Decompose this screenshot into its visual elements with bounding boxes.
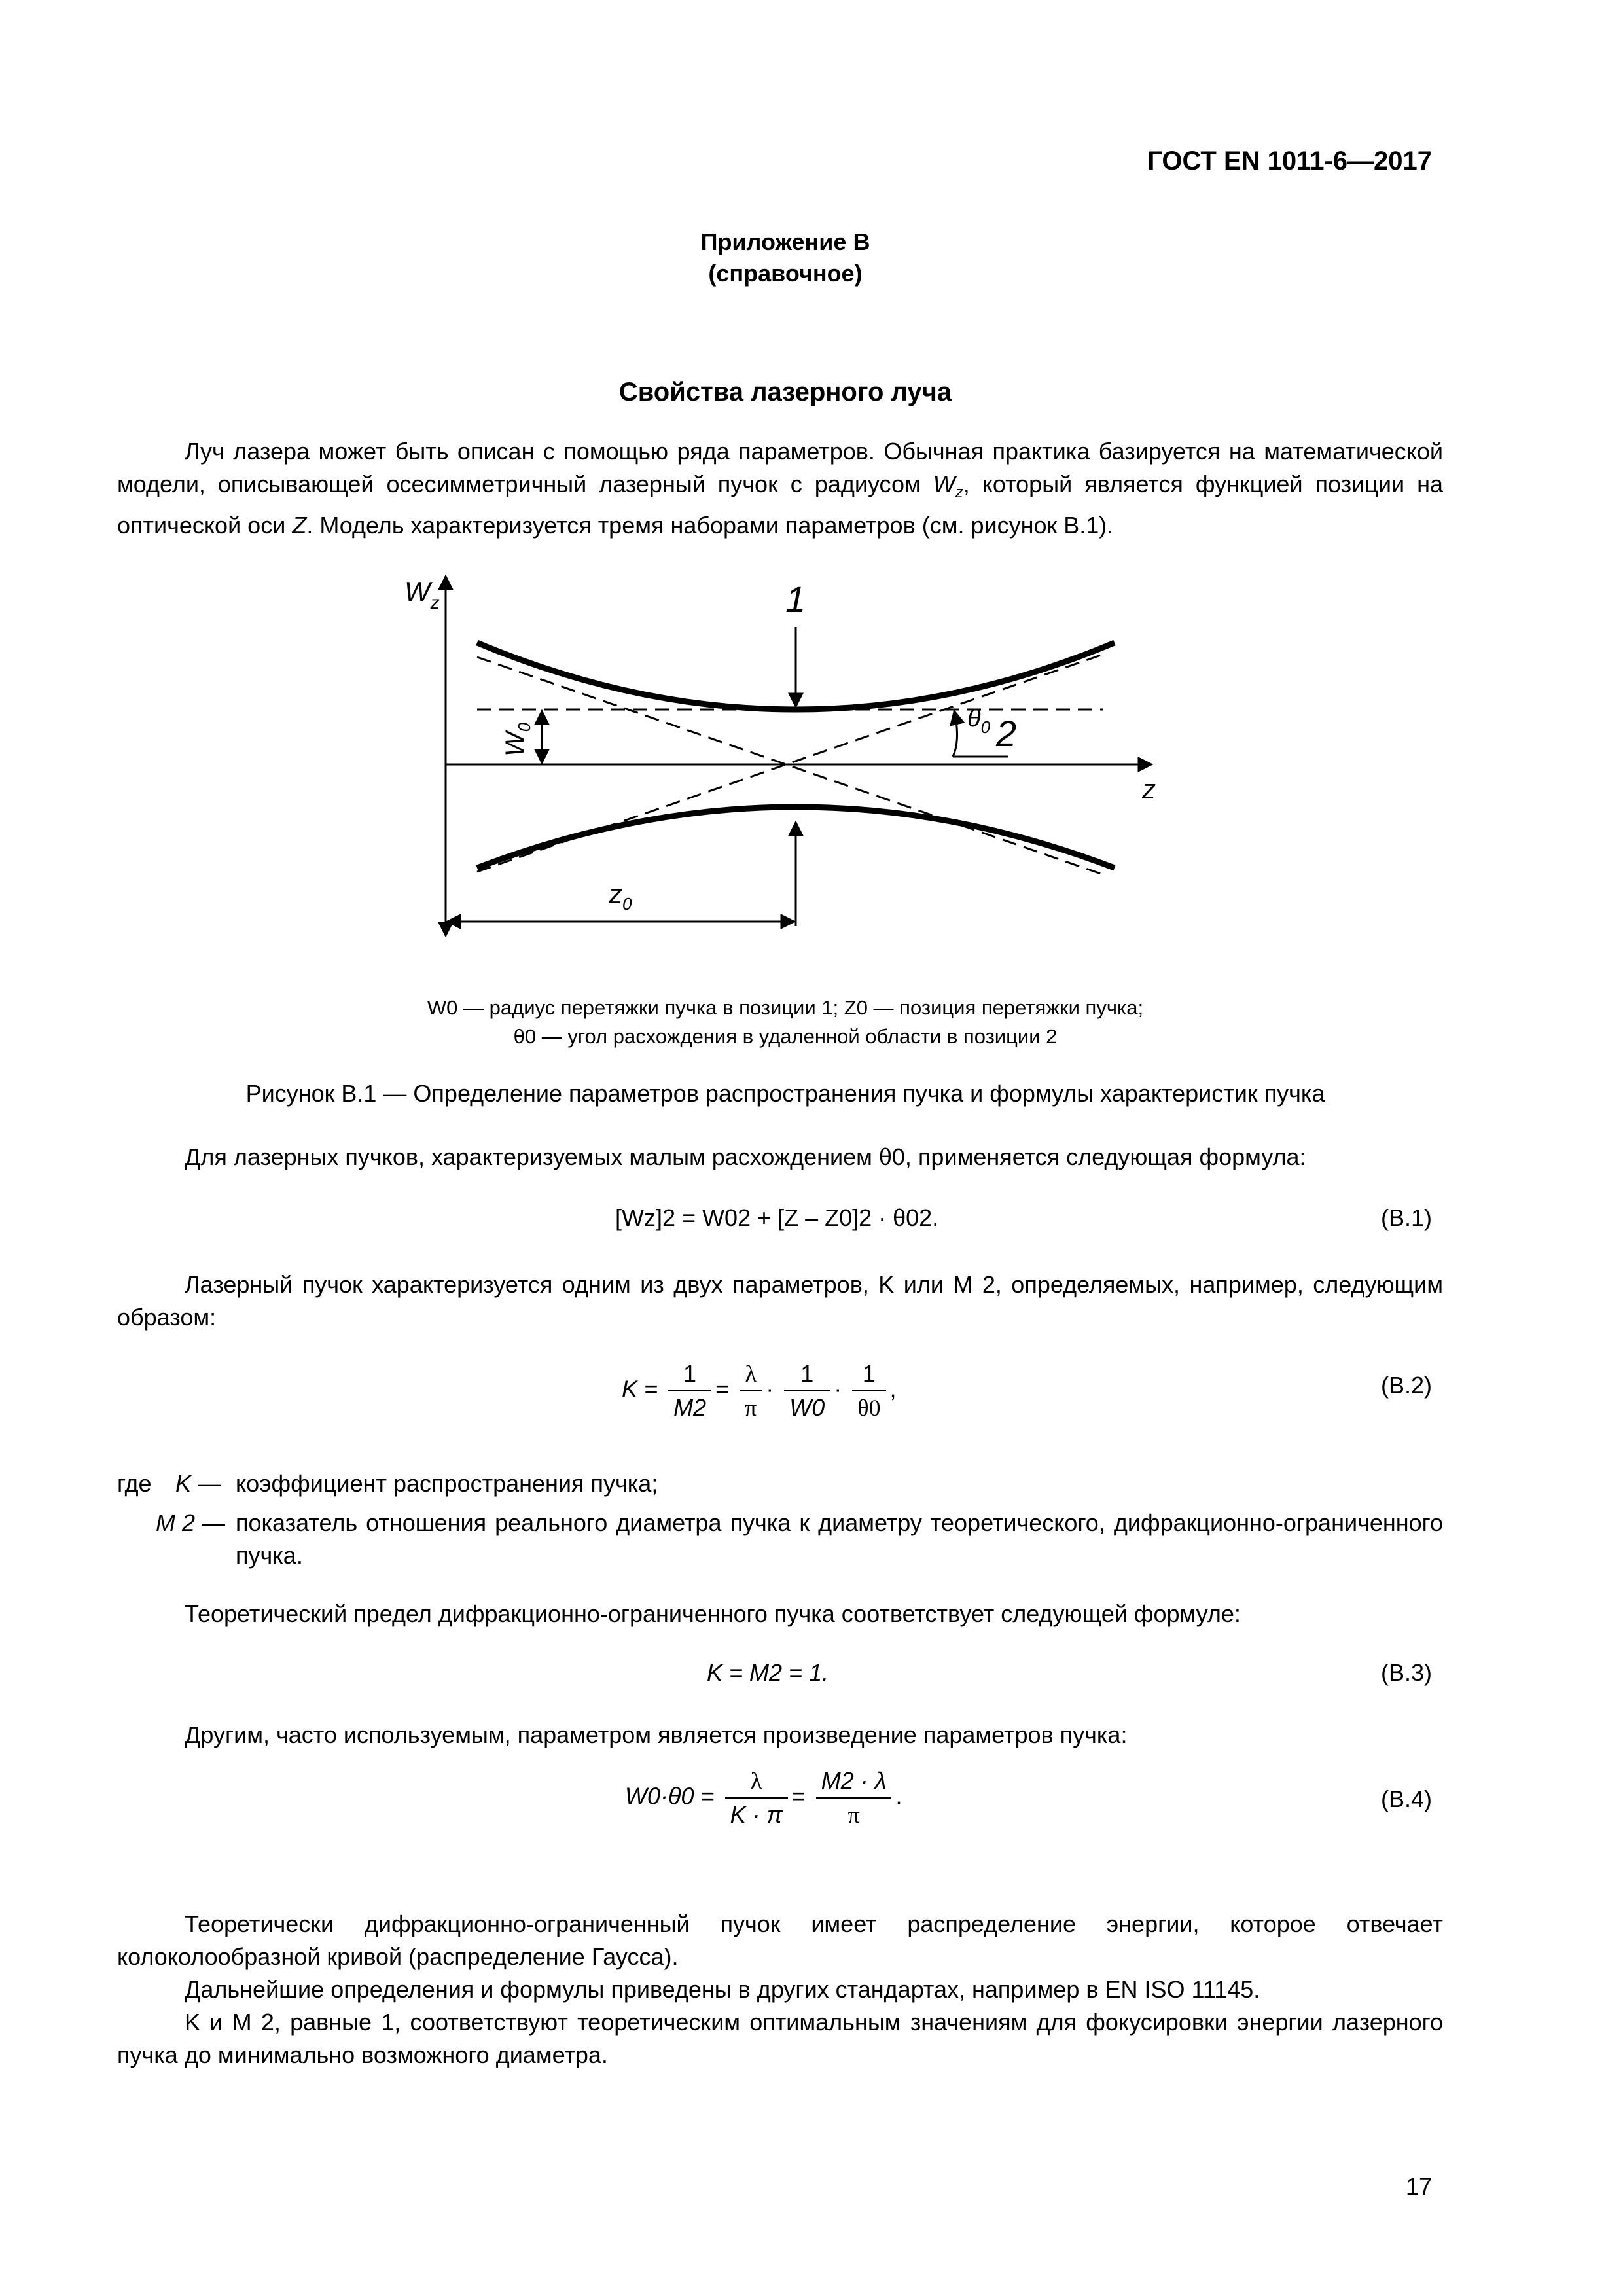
equation-b1-number: (B.1) bbox=[1380, 1204, 1432, 1231]
text-beam-parameters: Лазерный пучок характеризуется одним из двух параметров, K или M 2, определяемых, например, следующим образом: bbox=[117, 1271, 1443, 1331]
equation-b1: [Wz]2 = W02 + [Z – Z0]2 · θ02. bbox=[615, 1204, 939, 1231]
standard-designation: ГОСТ EN 1011-6—2017 bbox=[1147, 147, 1432, 175]
eq4-kpi: K · π bbox=[730, 1801, 783, 1828]
asymptote-falling bbox=[477, 657, 1103, 874]
eq2-lhs: K = bbox=[622, 1375, 658, 1403]
page-number: 17 bbox=[1405, 2173, 1432, 2200]
equation-b4-number: (B.4) bbox=[1380, 1785, 1432, 1812]
equation-b3: K = M2 = 1. bbox=[707, 1659, 829, 1686]
label-position-2: 2 bbox=[996, 713, 1017, 754]
final-paragraph-2: Дальнейшие определения и формулы приведены в других стандартах, например в EN ISO 11145. bbox=[185, 1976, 1260, 2003]
eq2-lambda: λ bbox=[740, 1360, 762, 1391]
eq2-den-m2: M2 bbox=[673, 1394, 707, 1421]
equation-b2-number: (B.2) bbox=[1380, 1372, 1432, 1399]
where-m-symbol: M 2 — bbox=[156, 1509, 226, 1536]
w0-label: $W_0$ bbox=[501, 722, 534, 757]
final-paragraph-3: K и M 2, равные 1, соответствуют теоретическим оптимальным значениям для фокусировки энергии лазерного пучка до минимально возможного диаметра. bbox=[117, 2009, 1443, 2068]
eq4-m2l: M2 · λ bbox=[821, 1767, 887, 1794]
where-word: где bbox=[117, 1470, 152, 1497]
axis-x-label: z bbox=[1142, 774, 1156, 804]
eq4-lhs: W0·θ0 = bbox=[625, 1782, 715, 1810]
theta-label: $\theta_0$ bbox=[967, 705, 991, 737]
eq2-num-3: 1 bbox=[852, 1360, 885, 1391]
equation-b3-number: (B.3) bbox=[1380, 1659, 1432, 1686]
where-k-symbol: K — bbox=[175, 1470, 222, 1497]
where-m-text: показатель отношения реального диаметра пучка к диаметру теоретического, дифракционно-ограниченного пучка. bbox=[236, 1509, 1443, 1569]
radius-subscript: z bbox=[955, 484, 963, 502]
intro-paragraph bbox=[117, 435, 1443, 542]
radius-symbol: W bbox=[933, 471, 955, 497]
equation-b2: K = $\frac{1}{M2}$ = $\frac{\lambda}{\pi}$ · $\frac{1}{W0}$ · $\frac{1}{\theta 0}$ , bbox=[622, 1360, 897, 1421]
intro-text-a: Луч лазера может быть описан с помощью ряда параметров. Обычная практика базируется на математической модели, описывающей осесимметричный лазерный пучок с радиусом bbox=[117, 438, 1443, 497]
theta-arc bbox=[953, 711, 957, 757]
intro-text-b: , который является функцией позиции на оптической оси bbox=[117, 471, 1443, 539]
z0-label: $z_0$ bbox=[609, 878, 632, 914]
final-paragraph-1: Теоретически дифракционно-ограниченный пучок имеет распределение энергии, которое отвечает колоколообразной кривой (распределение Гаусса). bbox=[117, 1910, 1443, 1970]
label-position-1: 1 bbox=[785, 579, 806, 620]
figure-legend-line2: θ0 — угол расхождения в удаленной области в позиции 2 bbox=[513, 1025, 1058, 1048]
where-k-text: коэффициент распространения пучка; bbox=[236, 1470, 658, 1497]
equation-b4: W0·θ0 = $\frac{\lambda}{K \cdot \pi}$ = $\frac{M2 \cdot \lambda}{\pi}$ . bbox=[625, 1767, 902, 1828]
figure-title: Рисунок В.1 — Определение параметров распространения пучка и формулы характеристик пучка bbox=[245, 1080, 1325, 1107]
figure-legend-line1: W0 — радиус перетяжки пучка в позиции 1; Z0 — позиция перетяжки пучка; bbox=[427, 996, 1144, 1019]
text-small-divergence: Для лазерных пучков, характеризуемых малым расхождением θ0, применяется следующая формула: bbox=[185, 1143, 1306, 1170]
axis-y-label: $W_z$ bbox=[404, 576, 440, 613]
eq2-num-2: 1 bbox=[784, 1360, 830, 1391]
eq4-lambda: λ bbox=[725, 1767, 788, 1799]
eq2-pi: π bbox=[745, 1395, 757, 1421]
intro-text-c: . Модель характеризуется тремя наборами параметров (см. рисунок В.1). bbox=[306, 512, 1114, 539]
text-theoretical-limit: Теоретический предел дифракционно-ограниченного пучка соответствует следующей формуле: bbox=[185, 1600, 1241, 1627]
text-beam-product: Другим, часто используемым, параметром является произведение параметров пучка: bbox=[185, 1721, 1128, 1748]
eq4-pi: π bbox=[847, 1802, 860, 1828]
asymptote-rising bbox=[477, 655, 1103, 872]
annex-title: Приложение В bbox=[700, 228, 870, 255]
eq2-den-w0: W0 bbox=[789, 1394, 825, 1421]
section-title: Свойства лазерного луча bbox=[618, 378, 952, 406]
eq2-den-theta0: θ0 bbox=[857, 1395, 881, 1421]
axis-symbol: Z bbox=[292, 512, 307, 539]
annex-status: (справочное) bbox=[708, 260, 863, 287]
beam-diagram bbox=[393, 563, 1165, 942]
eq2-num-1: 1 bbox=[668, 1360, 711, 1391]
